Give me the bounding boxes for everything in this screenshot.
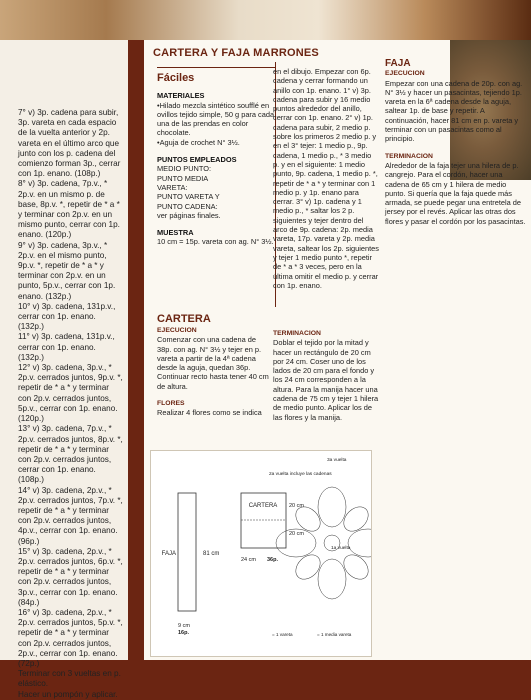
cartera-bottom: 20 cm: [289, 531, 304, 537]
flowers-text: Realizar 4 flores como se indica: [157, 408, 262, 418]
finishing-instructions: [273, 329, 379, 422]
flower-instructions: [273, 67, 379, 290]
faja-width: 9 cm: [178, 623, 190, 629]
materials-text: •Hilado mezcla sintético soufflé en ovillos tejido simple, 50 g para cada una de las prendas en color chocolate.: [157, 100, 275, 138]
cartera-top: 20 cm: [289, 503, 304, 509]
paragraph: 11° v) 3p. cadena, 131p.v., cerrar con 1p. enano. (132p.): [18, 332, 115, 362]
paragraph: 16° v) 3p. cadena, 2p.v., * 2p.v. cerrados juntos, 5p.v. *, repetir de * a * y terminar con 2p.v. cerrados juntos, 2p.v., cerrar con 1p. enano. (72p.): [18, 607, 123, 668]
finishing-heading: TERMINACION: [273, 330, 321, 337]
paragraph: 9° v) 3p. cadena, 3p.v., * 2p.v. en el mismo punto, 9p.v. *, repetir de * a * y terminar con 2p.v. en un punto, 5p.v., cerrar con 1p. enano. (132p.): [18, 240, 116, 301]
difficulty-level: Fáciles: [157, 72, 195, 84]
materials-box: [157, 65, 275, 247]
round2-label: 2a vuelta incluye las cadenas: [269, 472, 332, 477]
stitches-heading: PUNTOS EMPLEADOS: [157, 155, 237, 165]
stitch-line: VARETA:: [157, 182, 188, 192]
paragraph: 7° v) 3p. cadena para subir, 3p. vareta en cada espacio de la vuelta anterior y 2p. vareta en el último arco que junto con los p. cadena del comienzo forman 3p., cerrar con 1p. enano. (108p.): [18, 108, 121, 179]
round3-label: 3a vuelta: [327, 458, 347, 463]
cartera-title: CARTERA: [157, 313, 211, 325]
stitch-line: ver páginas finales.: [157, 210, 221, 220]
cartera-instructions: [157, 326, 270, 418]
cartera-width: 24 cm: [241, 557, 256, 563]
faja-points: 16p.: [178, 630, 190, 636]
cartera-shape: [241, 493, 286, 548]
paragraph: Hacer un pompón y aplicar.: [18, 689, 118, 699]
diagram-svg: [151, 451, 371, 656]
paragraph: 8° v) 3p. cadena, 7p.v., * 2p.v. en un mismo p. de base, 8p.v. *, repetir de * a * y terminar con 2p.v. en un mismo punto, cerrar con 1p. enano. (120p.): [18, 179, 120, 240]
stitch-line: PUNTO MEDIA: [157, 173, 209, 183]
round1-label: 1a vuelta: [331, 546, 351, 551]
pattern-diagram: [150, 450, 372, 657]
faja-title: FAJA: [385, 58, 411, 69]
paragraph: 10° v) 3p. cadena, 131p.v., cerrar con 1p. enano. (132p.): [18, 301, 116, 332]
stitch-line: MEDIO PUNTO:: [157, 164, 212, 174]
faja-finishing-heading: TERMINACION: [385, 152, 433, 160]
paragraph: Terminar con 3 vueltas en p. elástico.: [18, 669, 121, 689]
divider: [157, 67, 275, 68]
materials-heading: MATERIALES: [157, 91, 205, 101]
paragraph: 13° v) 3p. cadena, 7p.v., * 2p.v. cerrados juntos, 8p.v. *, repetir de * a * y terminar con 2p.v. cerrados juntos, cerrar con 1p. enano. (108p.): [18, 424, 123, 485]
flower-text: en el dibujo. Empezar con 6p. cadena y cerrar formando un anillo con 1p. enano. 1° v) 3p. cadena para subir y 16 medio puntos alrededor del anillo, cerrar con 1p. enano. 2° v) 1p. cadena para subir, 2 medio p. sobre los primeros 2 medio p. y en el 3° tejer: 1 medio p., 9p. cadena, 1 medio p., * 3 medio p. y en el siguiente: 1 medio punto, 9p. cadena, 1 medio p. *, repetir de * a * y terminar con 1 medio p. y 1p. enano para cerrar. 3° v) 1p. cadena y 1 medio p., * saltar los 2 p. siguientes y tejer dentro del arco de 9p. cadena: 2p. media vareta, 17p. vareta y 2p. media vareta, saltear los 2p. siguientes y tejer 1 medio punto *, repetir de * a * 3 veces, pero en la última omitir el medio p. y cerrar con 1p. enano.: [273, 67, 379, 290]
flowers-heading: FLORES: [157, 400, 185, 408]
paragraph: 12° v) 3p. cadena, 3p.v., * 2p.v. cerrados juntos, 9p.v. *, repetir de * a * y terminar con 2p.v. cerrados juntos, 5p.v., cerrar con 1p. enano. (120p.): [18, 363, 123, 424]
faja-shape: [178, 493, 196, 611]
maroon-divider: [128, 40, 144, 660]
stitch-line: PUNTO VARETA Y: [157, 192, 220, 202]
cartera-label: CARTERA: [248, 503, 278, 509]
execution-heading: EJECUCION: [157, 327, 197, 334]
faja-label: FAJA: [161, 551, 176, 557]
page-title: CARTERA Y FAJA MARRONES: [153, 47, 319, 59]
paragraph: 14° v) 3p. cadena, 2p.v., * 2p.v. cerrados juntos, 7p.v. *, repetir de * a * y terminar con 2p.v. cerrados juntos, 4p.v., cerrar con 1p. enano. (96p.): [18, 485, 123, 546]
legend-vareta: = 1 vareta: [272, 632, 293, 637]
legend-media-vareta: = 1 media vareta: [317, 632, 352, 637]
finishing-text: Doblar el tejido por la mitad y hacer un rectángulo de 20 cm por 24 cm. Coser uno de los lados de 20 cm para el fondo y los 24 cm corresponden a la altura. Para la manija hacer una cadena de 75 cm y tejer 1 hilera de medio punto. Aplicar los de las flores y la manija.: [273, 338, 379, 422]
needle-text: •Aguja de crochet N° 3½.: [157, 137, 240, 147]
cartera-points: 36p.: [267, 557, 279, 563]
gauge-text: 10 cm = 15p. vareta con ag. N° 3½.: [157, 237, 274, 247]
faja-execution-heading: EJECUCION: [385, 70, 425, 78]
execution-text: Comenzar con una cadena de 38p. con ag. N° 3½ y tejer en p. vareta a partir de la 4ª cadena desde la aguja, quedan 36p. Continuar recto hasta tener 40 cm de altura.: [157, 335, 269, 391]
paragraph: 15° v) 3p. cadena, 2p.v., * 2p.v. cerrados juntos, 6p.v. *, repetir de * a * y terminar con 2p.v. cerrados juntos, 3p.v., cerrar con 1p. enano. (84p.): [18, 546, 123, 607]
stitch-line: PUNTO CADENA:: [157, 201, 218, 211]
faja-execution-text: Empezar con una cadena de 20p. con ag. N° 3½ y hacer un pasacintas, tejiendo 1p. vareta en la 6ª cadena desde la aguja, saltear 1p. de base y repetir. A continuación, hacer 81 cm en p. vareta y terminar con un pasacintas como al principio.: [385, 78, 523, 144]
faja-instructions: [385, 59, 527, 226]
gauge-heading: MUESTRA: [157, 228, 194, 238]
left-instructions: [18, 108, 124, 700]
faja-length: 81 cm: [203, 551, 220, 557]
faja-finishing-text: Alrededor de la faja tejer una hilera de p. cangrejo. Para el cordón, hacer una cadena de 65 cm y 1 hilera de medio punto. Si quería que la faja quede más armada, se puede pegar una entretela de jersey por el revés. Aplicar las otras dos flores y pasar el cordón por los pasacintas.: [385, 160, 526, 226]
top-photo: [0, 0, 531, 40]
